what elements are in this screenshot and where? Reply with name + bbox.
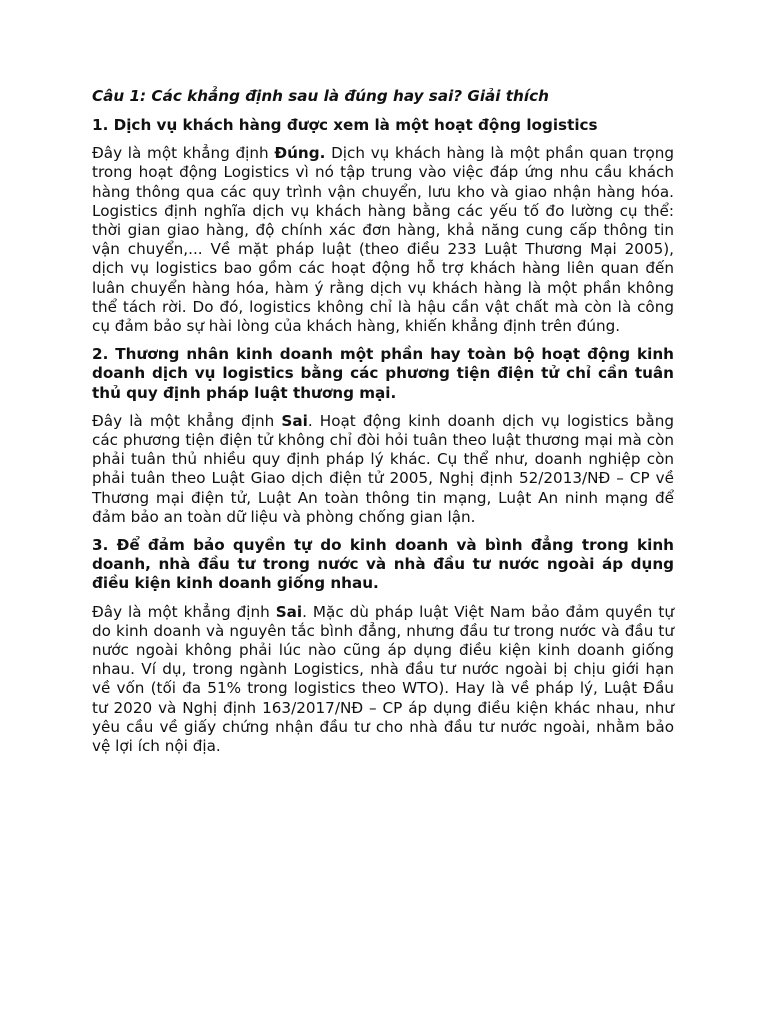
answer-verdict: Đúng. (274, 144, 326, 163)
answer-body: . Mặc dù pháp luật Việt Nam bảo đảm quyền tự do kinh doanh và nguyên tắc bình đẳng, nhưng đầu tư trong nước và đầu tư nước ngoài không phải lúc nào cũng áp dụng điều kiện kinh doanh giống nhau. Ví dụ, trong ngành Logistics, nhà đầu tư nước ngoài bị chịu giới hạn về vốn (tối đa 51% trong logistics theo WTO). Hay là về pháp lý, Luật Đầu tư 2020 và Nghị định 163/2017/NĐ – CP áp dụng điều kiện khác nhau, như yêu cầu về giấy chứng nhận đầu tư cho nhà đầu tư nước ngoài, nhằm bảo vệ lợi ích nội địa. (92, 602, 674, 756)
answer-verdict: Sai (281, 411, 308, 430)
answer-prefix: Đây là một khẳng định (92, 411, 282, 430)
document-page (92, 84, 674, 765)
answer-prefix: Đây là một khẳng định (92, 144, 275, 163)
question-block-3 (92, 536, 674, 756)
answer-body: . Hoạt động kinh doanh dịch vụ logistics bằng các phương tiện điện tử không chỉ đòi hỏi tuân theo luật thương mại mà còn phải tuân thủ nhiều quy định pháp lý khác. Cụ thể như, doanh nghiệp còn phải tuân theo Luật Giao dịch điện tử 2005, Nghị định 52/2013/NĐ – CP về Thương mại điện tử, Luật An toàn thông tin mạng, Luật An ninh mạng để đảm bảo an toàn dữ liệu và phòng chống gian lận. (92, 411, 675, 526)
answer-paragraph-3 (92, 603, 674, 757)
question-heading-2: 2. Thương nhân kinh doanh một phần hay toàn bộ hoạt động kinh doanh dịch vụ logistics bằng các phương tiện điện tử chỉ cần tuân thủ quy định pháp luật thương mại. (92, 345, 674, 402)
question-heading-3: 3. Để đảm bảo quyền tự do kinh doanh và bình đẳng trong kinh doanh, nhà đầu tư trong nước và nhà đầu tư nước ngoài áp dụng điều kiện kinh doanh giống nhau. (92, 536, 674, 593)
answer-verdict: Sai (275, 602, 303, 621)
answer-paragraph-2 (92, 412, 674, 527)
answer-prefix: Đây là một khẳng định (92, 602, 276, 621)
question-title: Câu 1: Các khẳng định sau là đúng hay sai? Giải thích (92, 87, 549, 105)
question-block-2 (92, 345, 674, 527)
question-heading-1: 1. Dịch vụ khách hàng được xem là một hoạt động logistics (92, 116, 598, 134)
question-block-1 (92, 116, 674, 336)
answer-paragraph-1 (92, 144, 674, 336)
answer-body: Dịch vụ khách hàng là một phần quan trọng trong hoạt động Logistics vì nó tập trung vào việc đáp ứng nhu cầu khách hàng thông qua các quy trình vận chuyển, lưu kho và giao nhận hàng hóa. Logistics định nghĩa dịch vụ khách hàng bằng các yếu tố đo lường cụ thể: thời gian giao hàng, độ chính xác đơn hàng, khả năng cung cấp thông tin vận chuyển,... Về mặt pháp luật (theo điều 233 Luật Thương Mại 2005), dịch vụ logistics bao gồm các hoạt động hỗ trợ khách hàng liên quan đến luân chuyển hàng hóa, hàm ý rằng dịch vụ khách hàng là một phần không thể tách rời. Do đó, logistics không chỉ là hậu cần vật chất mà còn là công cụ đảm bảo sự hài lòng của khách hàng, khiến khẳng định trên đúng. (92, 144, 675, 336)
